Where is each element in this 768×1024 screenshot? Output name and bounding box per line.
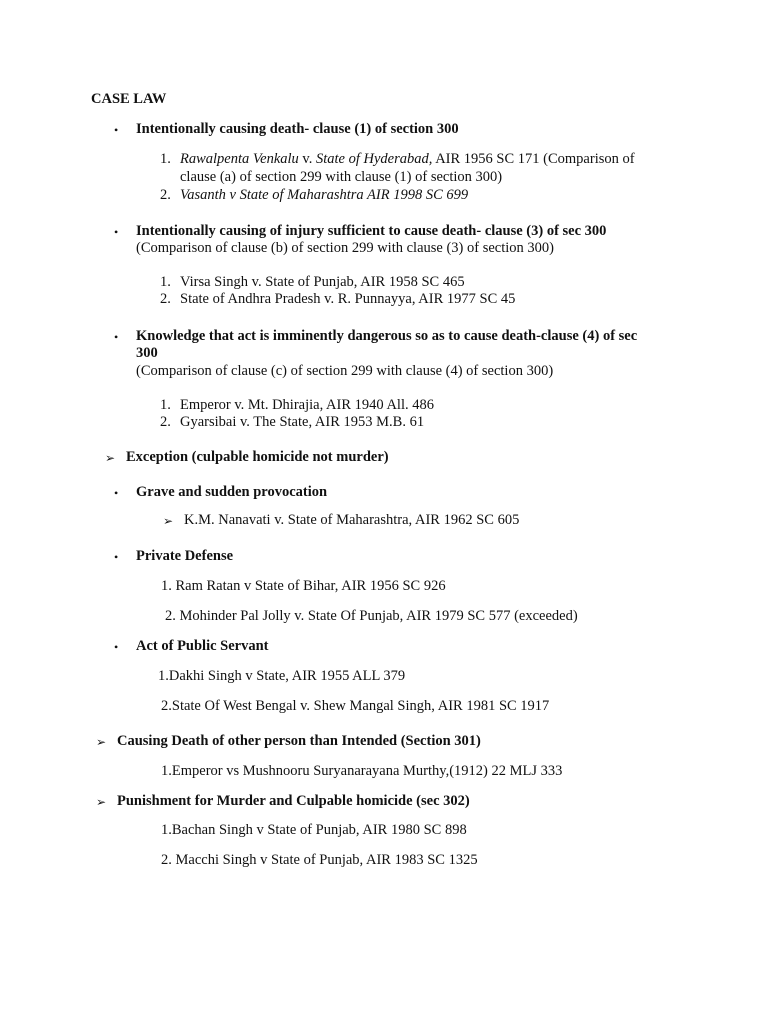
page-heading: CASE LAW <box>91 91 167 107</box>
list-number: 1. <box>160 397 171 413</box>
section-title: Causing Death of other person than Intended (Section 301) <box>117 733 481 749</box>
case-citation: 1. Ram Ratan v State of Bihar, AIR 1956 SC 926 <box>161 578 446 594</box>
case-citation-text: AIR 1956 SC 171 (Comparison of <box>432 151 635 167</box>
bullet-icon: • <box>114 640 119 654</box>
section-title: Intentionally causing of injury sufficient to cause death- clause (3) of sec 300 <box>136 223 607 239</box>
section-title: Knowledge that act is imminently dangerous so as to cause death-clause (4) of sec <box>136 328 638 344</box>
subsection-title: Private Defense <box>136 548 234 564</box>
party-name: Rawalpenta Venkalu <box>180 151 299 167</box>
bullet-icon: • <box>114 123 119 137</box>
case-citation: 1.Bachan Singh v State of Punjab, AIR 1980 SC 898 <box>161 822 467 838</box>
section-title: Punishment for Murder and Culpable homicide (sec 302) <box>117 793 470 809</box>
case-citation: 2.State Of West Bengal v. Shew Mangal Singh, AIR 1981 SC 1917 <box>161 698 550 714</box>
list-number: 2. <box>160 187 171 203</box>
case-citation: 1.Emperor vs Mushnooru Suryanarayana Murthy,(1912) 22 MLJ 333 <box>161 763 563 779</box>
case-citation: Vasanth v State of Maharashtra AIR 1998 SC 699 <box>180 187 469 203</box>
section-subtitle: (Comparison of clause (b) of section 299 with clause (3) of section 300) <box>136 240 554 256</box>
bullet-icon: • <box>114 225 119 239</box>
section-title: Exception (culpable homicide not murder) <box>126 449 389 465</box>
party-name: State of Hyderabad, <box>315 151 433 167</box>
case-citation: 2. Macchi Singh v State of Punjab, AIR 1983 SC 1325 <box>161 852 478 868</box>
arrow-bullet-icon: ➢ <box>96 735 107 749</box>
case-citation: Emperor v. Mt. Dhirajia, AIR 1940 All. 486 <box>180 397 434 413</box>
bullet-icon: • <box>114 486 119 500</box>
versus-text: v. <box>298 151 316 167</box>
section-subtitle: (Comparison of clause (c) of section 299 with clause (4) of section 300) <box>136 363 554 379</box>
case-citation: Virsa Singh v. State of Punjab, AIR 1958 SC 465 <box>180 274 465 290</box>
arrow-bullet-icon: ➢ <box>96 795 107 809</box>
section-title: Intentionally causing death- clause (1) of section 300 <box>136 121 459 137</box>
case-citation: K.M. Nanavati v. State of Maharashtra, AIR 1962 SC 605 <box>184 512 520 528</box>
bullet-icon: • <box>114 330 119 344</box>
case-citation: State of Andhra Pradesh v. R. Punnayya, AIR 1977 SC 45 <box>180 291 516 307</box>
arrow-bullet-icon: ➢ <box>163 514 174 528</box>
bullet-icon: • <box>114 550 119 564</box>
case-citation: Gyarsibai v. The State, AIR 1953 M.B. 61 <box>180 414 425 430</box>
list-number: 1. <box>160 151 171 167</box>
case-citation: 2. Mohinder Pal Jolly v. State Of Punjab, AIR 1979 SC 577 (exceeded) <box>165 608 578 624</box>
arrow-bullet-icon: ➢ <box>105 451 116 465</box>
case-citation-continued: clause (a) of section 299 with clause (1) of section 300) <box>180 169 503 185</box>
list-number: 1. <box>160 274 171 290</box>
section-title-continued: 300 <box>136 345 158 361</box>
case-citation: 1.Dakhi Singh v State, AIR 1955 ALL 379 <box>158 668 406 684</box>
case-citation <box>180 151 678 168</box>
list-number: 2. <box>160 291 171 307</box>
list-number: 2. <box>160 414 171 430</box>
subsection-title: Act of Public Servant <box>136 638 269 654</box>
subsection-title: Grave and sudden provocation <box>136 484 328 500</box>
